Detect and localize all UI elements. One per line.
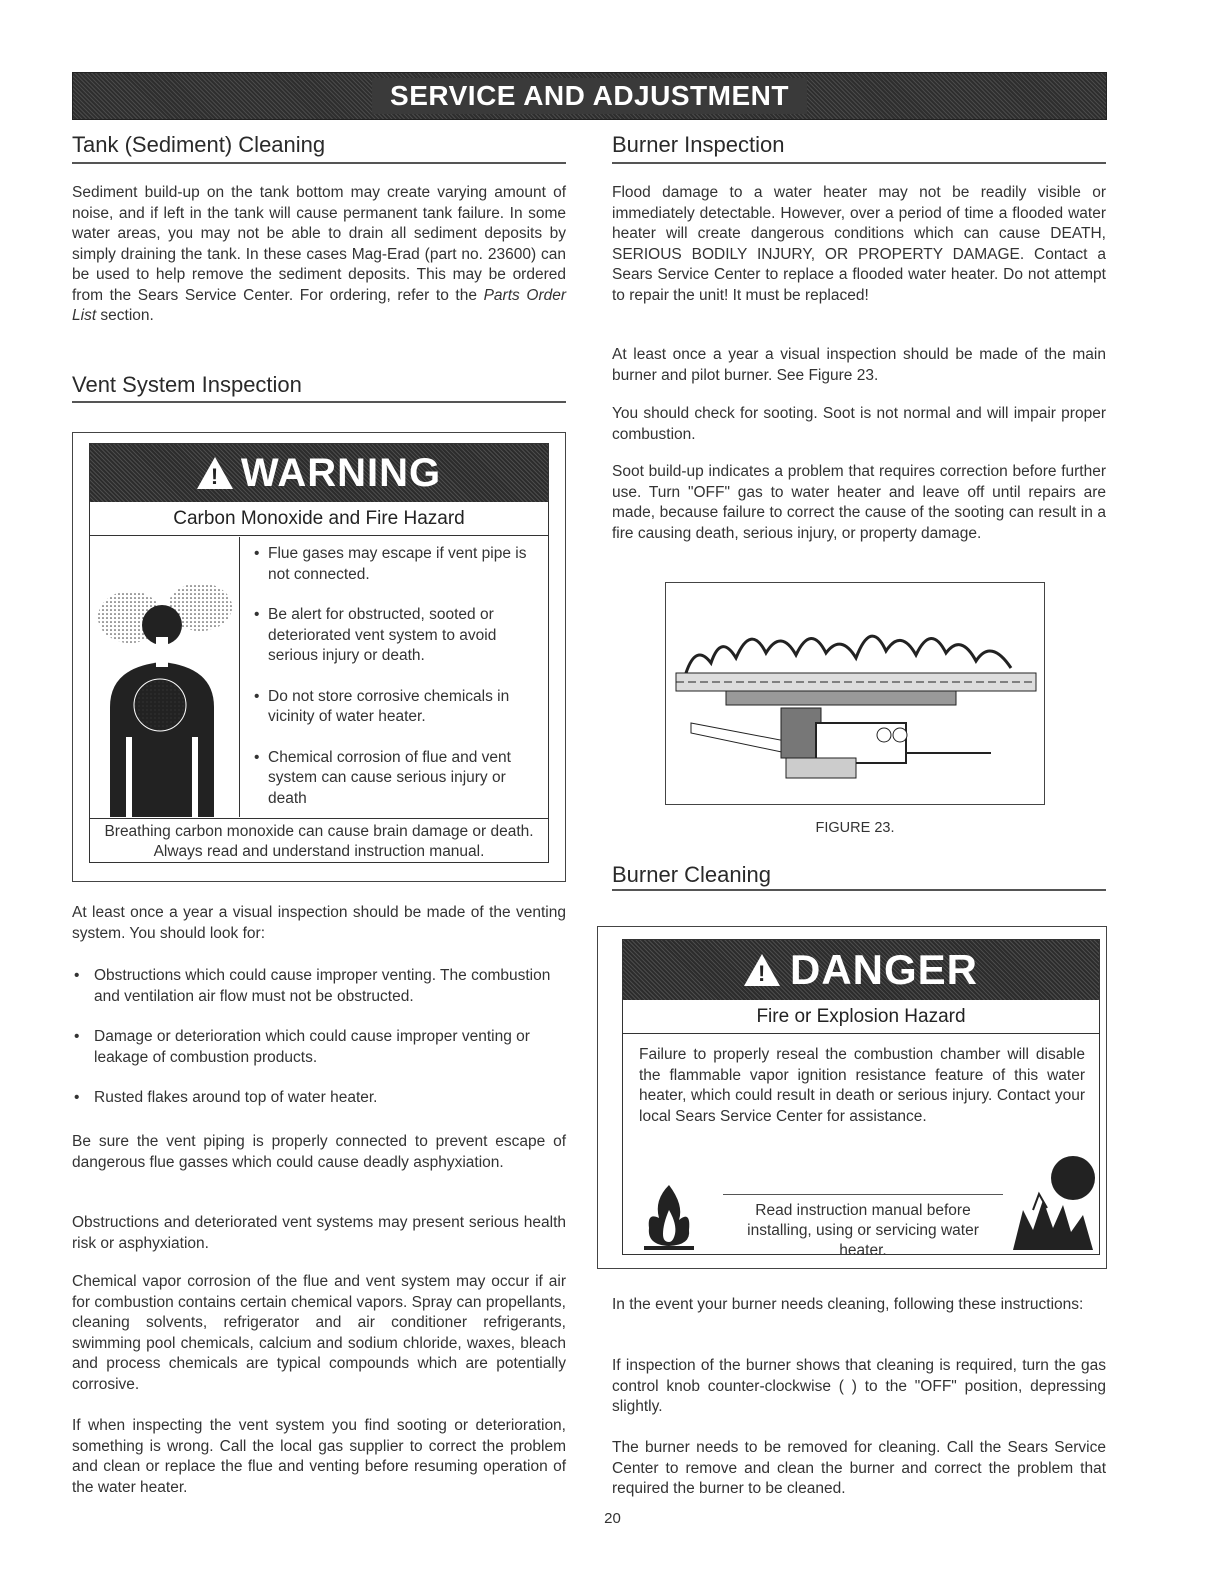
warning-header — [90, 444, 548, 502]
cleaning-paragraph: In the event your burner needs cleaning, following these instructions: — [612, 1296, 1084, 1313]
cleaning-paragraph: The burner needs to be removed for cleaning. Call the Sears Service Center to remove and clean the burner and correct the problem that required the burner to be cleaned. — [612, 1439, 1106, 1497]
tank-cleaning-paragraph: Sediment build-up on the tank bottom may create varying amount of noise, and if left in the tank will cause permanent tank failure. In some water areas, you may not be able to drain all sediment deposits by simply draining the tank. In these cases Mag-Erad (part no. 23600) can be used to help remove the sediment deposits. This may be ordered from the Sears Service Center. For ordering, refer to the Parts Order List section. — [72, 184, 567, 324]
banner-title: SERVICE AND ADJUSTMENT — [372, 78, 807, 114]
vent-paragraph: If when inspecting the vent system you find sooting or deterioration, something is wrong. Call the local gas supplier to correct the problem and clean or replace the flue and venting before resuming operation of the water heater. — [72, 1417, 566, 1496]
danger-note: Read instruction manual before installing, using or servicing water heater. — [723, 1194, 1003, 1261]
danger-box — [597, 926, 1107, 1269]
burner-figure — [665, 582, 1045, 805]
page-number: 20 — [604, 1510, 621, 1527]
look-for-list — [72, 966, 566, 1129]
warning-list — [252, 544, 544, 829]
person-inhaling-gas-icon — [90, 537, 240, 817]
explosion-icon — [1003, 1150, 1101, 1252]
warning-triangle-icon — [744, 954, 780, 986]
warning-item: • Be alert for obstructed, sooted or deteriorated vent system to avoid serious injury or death. — [252, 605, 544, 667]
danger-subtitle: Fire or Explosion Hazard — [623, 1002, 1099, 1034]
vent-inspection-heading: Vent System Inspection — [72, 372, 302, 397]
list-item: • Rusted flakes around top of water heater. — [72, 1088, 566, 1109]
warning-title: WARNING — [240, 450, 442, 495]
section-banner — [72, 72, 1107, 120]
warning-box — [72, 432, 566, 882]
vent-inspection-intro: At least once a year a visual inspection should be made of the venting system. You should look for: — [72, 904, 566, 942]
vent-paragraph: Chemical vapor corrosion of the flue and vent system may occur if air for combustion contains certain chemical vapors. Spray can propellants, cleaning solvents, refrigerator and air conditioner refrigerants, swimming pool chemicals, calcium and sodium chloride, waxes, bleach and process chemicals are typical compounds which are potentially corrosive. — [72, 1273, 566, 1393]
burner-cleaning-heading: Burner Cleaning — [612, 862, 771, 887]
heading-rule — [612, 162, 1106, 164]
burner-paragraph: Flood damage to a water heater may not be readily visible or immediately detectable. However, over a period of time a flooded water heater will create dangerous conditions which can cause DEATH, SERIOUS BODILY INJURY, OR PROPERTY DAMAGE. Contact a Sears Service Center to replace a flooded water heater. Do not attempt to repair the unit! It must be replaced! — [612, 184, 1106, 304]
list-item: • Damage or deterioration which could cause improper venting or leakage of combustion products. — [72, 1027, 566, 1068]
warning-item: • Chemical corrosion of flue and vent system can cause serious injury or death — [252, 748, 544, 810]
vent-paragraph: Be sure the vent piping is properly connected to prevent escape of dangerous flue gasses which could cause deadly asphyxiation. — [72, 1133, 566, 1171]
burner-paragraph: You should check for sooting. Soot is not normal and will impair proper combustion. — [612, 405, 1106, 443]
danger-title: DANGER — [789, 946, 978, 993]
warning-subtitle: Carbon Monoxide and Fire Hazard — [90, 504, 548, 536]
burner-paragraph: Soot build-up indicates a problem that requires correction before further use. Turn "OFF" gas to water heater and leave off until repairs are made, because failure to correct the cause of the sooting can result in a fire causing death, serious injury, or property damage. — [612, 463, 1106, 542]
heading-rule — [72, 162, 566, 164]
tank-cleaning-heading: Tank (Sediment) Cleaning — [72, 132, 326, 157]
flame-icon — [629, 1180, 709, 1252]
burner-inspection-heading: Burner Inspection — [612, 132, 785, 157]
burner-paragraph: At least once a year a visual inspection should be made of the main burner and pilot burner. See Figure 23. — [612, 346, 1106, 384]
warning-item: • Do not store corrosive chemicals in vicinity of water heater. — [252, 687, 544, 728]
vent-paragraph: Obstructions and deteriorated vent systems may present serious health risk or asphyxiation. — [72, 1214, 566, 1252]
warning-triangle-icon — [197, 457, 233, 489]
danger-body: Failure to properly reseal the combustion chamber will disable the flammable vapor ignition resistance feature of this water heater, which could result in death or serious injury. Contact your local Sears Service Center for assistance. — [639, 1046, 1085, 1125]
cleaning-paragraph: If inspection of the burner shows that cleaning is required, turn the gas control knob counter-clockwise ( ) to the "OFF" position, depressing slightly. — [612, 1357, 1106, 1415]
danger-header — [623, 940, 1099, 1000]
warning-footer: Breathing carbon monoxide can cause brain damage or death. Always read and understand instruction manual. — [90, 818, 548, 864]
heading-rule — [72, 401, 566, 403]
list-item: • Obstructions which could cause improper venting. The combustion and ventilation air flow must not be obstructed. — [72, 966, 566, 1007]
warning-item: • Flue gases may escape if vent pipe is not connected. — [252, 544, 544, 585]
heading-rule — [612, 889, 1106, 891]
figure-caption: FIGURE 23. — [815, 820, 895, 836]
